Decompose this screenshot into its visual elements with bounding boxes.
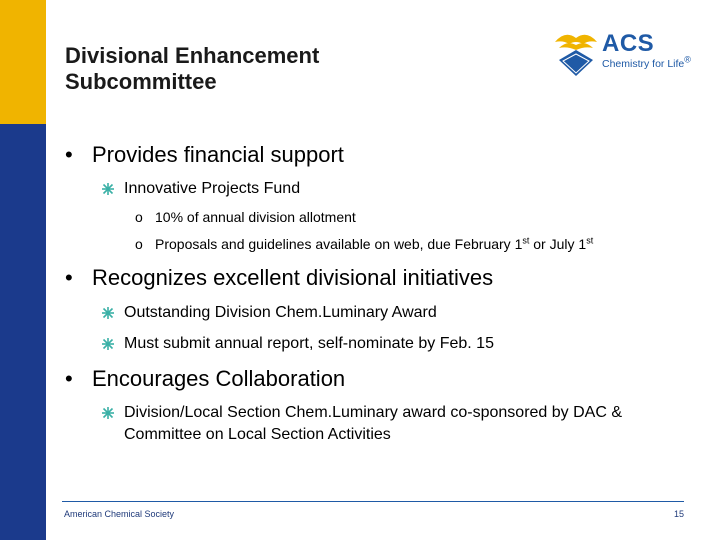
footer-divider [62, 501, 684, 502]
sub-sub-bullet-text [155, 236, 593, 252]
sub-bullet-text: Must submit annual report, self-nominate by Feb. 15 [124, 335, 494, 352]
sub-bullet-icon [101, 337, 115, 351]
page-number: 15 [673, 509, 684, 519]
logo-wordmark: ACS [602, 30, 655, 57]
acs-logo [553, 28, 693, 78]
slide-title-line1: Divisional Enhancement [65, 43, 320, 68]
logo-trademark: ® [684, 54, 691, 65]
sub-bullet-text: Innovative Projects Fund [124, 180, 301, 197]
ordinal-suffix: st [522, 235, 530, 246]
bullet-glyph: • [65, 142, 73, 167]
sub-bullet-line: Division/Local Section Chem.Luminary award co-sponsored by DAC & [124, 404, 622, 421]
sub-bullet-icon [101, 406, 115, 420]
text-part: Proposals and guidelines available on web, due February 1 [155, 236, 523, 252]
slide-title [65, 43, 465, 95]
sub-bullet-icon [101, 306, 115, 320]
bullet-text: Provides financial support [92, 142, 344, 167]
acs-eagle-logo-icon [553, 28, 599, 78]
sidebar-accent [0, 0, 46, 124]
logo-tagline-text: Chemistry for Life [602, 58, 685, 70]
bullet-text: Encourages Collaboration [92, 366, 346, 391]
sub-bullet-icon [101, 182, 115, 196]
text-part: or July 1 [529, 236, 587, 252]
sub-sub-bullet-glyph: o [135, 236, 143, 252]
logo-tagline [602, 54, 691, 70]
bullet-text: Recognizes excellent divisional initiatives [92, 265, 494, 290]
sub-sub-bullet-text: 10% of annual division allotment [155, 209, 356, 225]
sub-bullet-line: Committee on Local Section Activities [124, 426, 391, 443]
sidebar-band [0, 0, 46, 540]
footer-organization: American Chemical Society [64, 509, 175, 519]
bullet-glyph: • [65, 366, 73, 391]
sub-bullet-text: Outstanding Division Chem.Luminary Award [124, 304, 437, 321]
sub-bullet-text [124, 402, 622, 446]
bullet-glyph: • [65, 265, 73, 290]
ordinal-suffix: st [586, 235, 594, 246]
sub-sub-bullet-glyph: o [135, 209, 143, 225]
slide-title-line2: Subcommittee [65, 69, 217, 94]
